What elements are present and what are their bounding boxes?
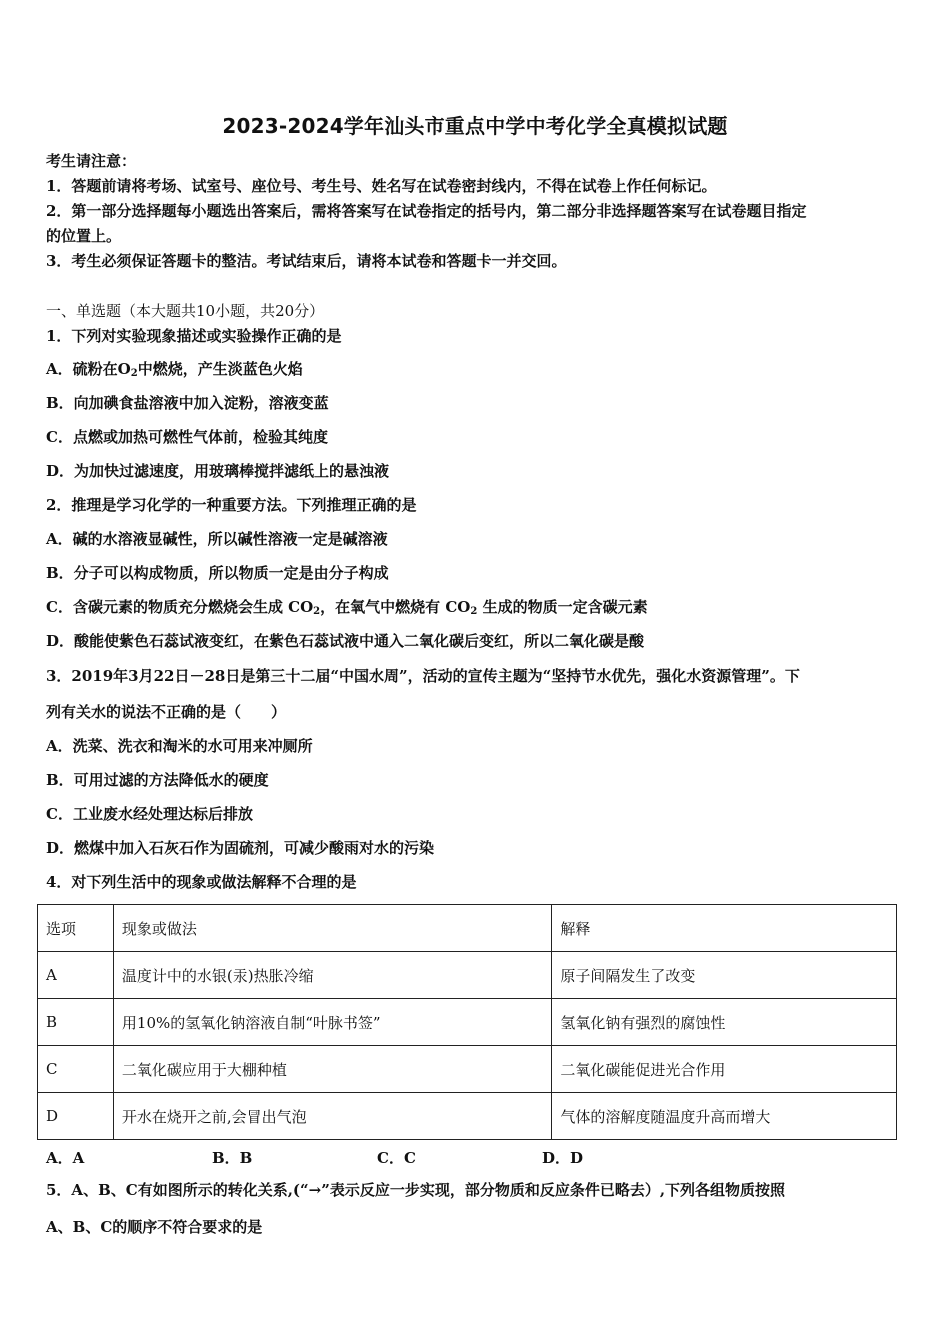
q1-option-c: C．点燃或加热可燃性气体前，检验其纯度 xyxy=(46,428,328,446)
table-header-cell: 解释 xyxy=(552,905,897,952)
table-row xyxy=(38,952,897,999)
table-cell: 用10%的氢氧化钠溶液自制“叶脉书签” xyxy=(113,999,551,1046)
q3-option-d: D．燃煤中加入石灰石作为固硫剂，可减少酸雨对水的污染 xyxy=(46,839,435,857)
q1-option-b: B．向加碘食盐溶液中加入淀粉，溶液变蓝 xyxy=(46,394,329,412)
notice-item-2-cont: 的位置上。 xyxy=(46,227,122,245)
q3-option-a: A．洗菜、洗衣和淘米的水可用来冲厕所 xyxy=(46,737,313,755)
table-cell: C xyxy=(38,1046,114,1093)
q2-option-b: B．分子可以构成物质，所以物质一定是由分子构成 xyxy=(46,564,389,582)
q1-stem: 1．下列对实验现象描述或实验操作正确的是 xyxy=(46,327,342,345)
table-row xyxy=(38,999,897,1046)
table-header-cell: 现象或做法 xyxy=(113,905,551,952)
table-row xyxy=(38,1046,897,1093)
q3-stem-line-1: 3．2019年3月22日－28日是第三十二届“中国水周”，活动的宣传主题为“坚持节水优先，强化水资源管理”。下 xyxy=(46,667,800,685)
table-row xyxy=(38,1093,897,1140)
table-cell: 二氧化碳能促进光合作用 xyxy=(552,1046,897,1093)
page-title: 2023-2024学年汕头市重点中学中考化学全真模拟试题 xyxy=(222,114,728,138)
q4-stem: 4．对下列生活中的现象或做法解释不合理的是 xyxy=(46,873,357,891)
table-cell: 二氧化碳应用于大棚种植 xyxy=(113,1046,551,1093)
q4-choice-c: C．C xyxy=(377,1149,416,1167)
table-cell: 开水在烧开之前,会冒出气泡 xyxy=(113,1093,551,1140)
q5-stem-line-1: 5．A、B、C有如图所示的转化关系,(“→”表示反应一步实现，部分物质和反应条件已略去）,下列各组物质按照 xyxy=(46,1181,786,1199)
q3-option-b: B．可用过滤的方法降低水的硬度 xyxy=(46,771,269,789)
section-heading: 一、单选题（本大题共10小题，共20分） xyxy=(46,302,325,320)
q4-choice-b: B．B xyxy=(212,1149,253,1167)
table-cell: 原子间隔发生了改变 xyxy=(552,952,897,999)
table-cell: 气体的溶解度随温度升高而增大 xyxy=(552,1093,897,1140)
notice-item-2: 2．第一部分选择题每小题选出答案后，需将答案写在试卷指定的括号内，第二部分非选择题答案写在试卷题目指定 xyxy=(46,202,807,220)
q2-option-c: C．含碳元素的物质充分燃烧会生成 $CO_2$，在氧气中燃烧有 $CO_2$ 生成的物质一定含碳元素 xyxy=(46,598,648,617)
q5-stem-line-2: A、B、C的顺序不符合要求的是 xyxy=(46,1218,263,1236)
table-cell: 氢氧化钠有强烈的腐蚀性 xyxy=(552,999,897,1046)
q1-option-d: D．为加快过滤速度，用玻璃棒搅拌滤纸上的悬浊液 xyxy=(46,462,390,480)
q2-option-d: D．酸能使紫色石蕊试液变红，在紫色石蕊试液中通入二氧化碳后变红，所以二氧化碳是酸 xyxy=(46,632,645,650)
table-cell: B xyxy=(38,999,114,1046)
q4-choice-a: A．A xyxy=(46,1149,85,1167)
table-cell: D xyxy=(38,1093,114,1140)
notice-heading: 考生请注意： xyxy=(46,152,137,170)
q3-stem-line-2: 列有关水的说法不正确的是（ ） xyxy=(46,703,287,721)
table-header-cell: 选项 xyxy=(38,905,114,952)
notice-item-3: 3．考生必须保证答题卡的整洁。考试结束后，请将本试卷和答题卡一并交回。 xyxy=(46,252,567,270)
notice-item-1: 1．答题前请将考场、试室号、座位号、考生号、姓名写在试卷密封线内，不得在试卷上作任何标记。 xyxy=(46,177,717,195)
q2-stem: 2．推理是学习化学的一种重要方法。下列推理正确的是 xyxy=(46,496,417,514)
q2-option-a: A．碱的水溶液显碱性，所以碱性溶液一定是碱溶液 xyxy=(46,530,388,548)
q1-option-a: A．硫粉在$O_2$中燃烧，产生淡蓝色火焰 xyxy=(46,360,303,379)
table-header-row xyxy=(38,905,897,952)
q3-option-c: C．工业废水经处理达标后排放 xyxy=(46,805,253,823)
table-cell: 温度计中的水银(汞)热胀冷缩 xyxy=(113,952,551,999)
table-cell: A xyxy=(38,952,114,999)
q4-choice-d: D．D xyxy=(542,1149,584,1167)
q4-table xyxy=(37,904,897,1140)
